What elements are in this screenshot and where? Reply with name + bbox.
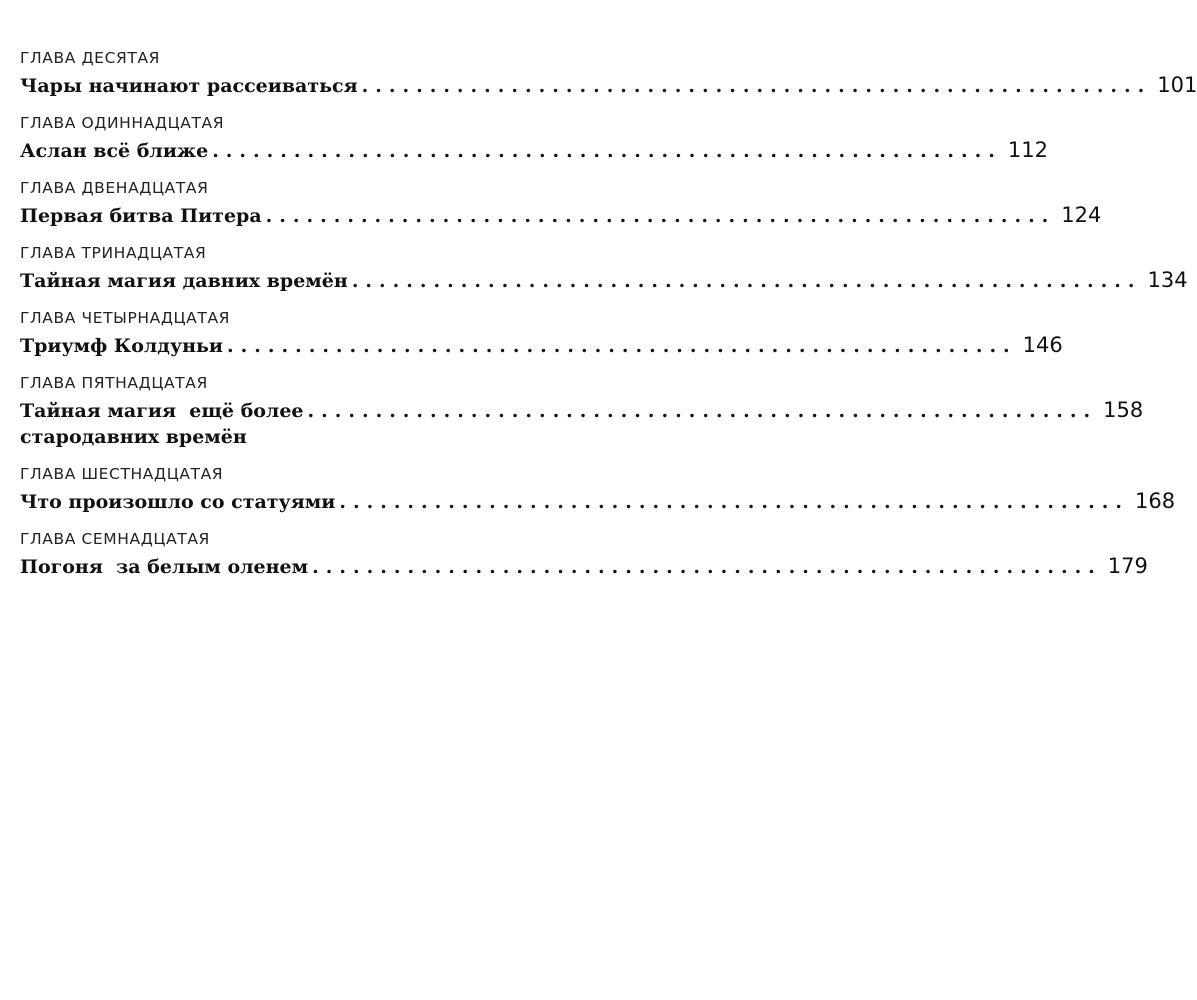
chapter-title [20,398,304,450]
dot-leader: .......................................................... [307,400,1098,422]
chapter-title [20,333,223,359]
toc-entry [20,48,1197,99]
dot-leader: .......................................................... [227,335,1017,357]
chapter-title-line: Первая битва Питера [20,205,262,227]
page-number: 179 [1107,554,1148,578]
chapter-title-line: стародавних времён [20,426,247,448]
page-number: 168 [1135,489,1176,513]
page-number: 124 [1061,203,1102,227]
chapter-label: ГЛАВА ДВЕНАДЦАТАЯ [20,179,209,197]
toc-entry [20,243,1188,294]
toc-entry [20,529,1148,580]
dot-leader: .......................................................... [312,556,1102,578]
chapter-title [20,138,208,164]
chapter-title-line: Что произошло со статуями [20,491,336,513]
page-number: 112 [1007,138,1048,162]
dot-leader: .......................................................... [361,75,1152,97]
chapter-title-row[interactable] [20,202,1102,229]
chapter-title-row[interactable] [20,397,1144,450]
table-of-contents [20,48,1197,594]
chapter-title-line: Триумф Колдуньи [20,335,224,357]
chapter-title-row[interactable] [20,553,1148,580]
chapter-title [20,554,308,580]
chapter-title [20,489,335,515]
chapter-label: ГЛАВА ЧЕТЫРНАДЦАТАЯ [20,309,231,327]
chapter-title-row[interactable] [20,267,1188,294]
page-number: 146 [1022,333,1063,357]
chapter-label: ГЛАВА ОДИННАДЦАТАЯ [20,114,225,132]
dot-leader: .......................................................... [265,205,1056,227]
page-number: 101 [1157,73,1197,97]
chapter-title-row[interactable] [20,488,1176,515]
chapter-label: ГЛАВА ШЕСТНАДЦАТАЯ [20,465,224,483]
chapter-title-line: Аслан всё ближе [20,140,209,162]
dot-leader: .......................................................... [212,140,1002,162]
toc-entry [20,308,1063,359]
chapter-title-row[interactable] [20,72,1197,99]
chapter-title-line: Тайная магия давних времён [20,270,348,292]
page-number: 158 [1103,398,1144,422]
chapter-title-line: Чары начинают рассеиваться [20,75,358,97]
toc-entry [20,373,1144,450]
chapter-title [20,73,358,99]
chapter-title-line: Погоня за белым оленем [20,556,309,578]
dot-leader: .......................................................... [351,270,1142,292]
page-number: 134 [1147,268,1188,292]
chapter-title-line: Тайная магия ещё более [20,400,304,422]
chapter-title-row[interactable] [20,332,1063,359]
toc-entry [20,464,1176,515]
toc-entry [20,113,1048,164]
chapter-title [20,268,348,294]
chapter-title [20,203,262,229]
toc-entry [20,178,1102,229]
chapter-label: ГЛАВА СЕМНАДЦАТАЯ [20,530,210,548]
chapter-title-row[interactable] [20,137,1048,164]
chapter-label: ГЛАВА ДЕСЯТАЯ [20,49,161,67]
chapter-label: ГЛАВА ПЯТНАДЦАТАЯ [20,374,208,392]
dot-leader: .......................................................... [339,491,1130,513]
chapter-label: ГЛАВА ТРИНАДЦАТАЯ [20,244,207,262]
